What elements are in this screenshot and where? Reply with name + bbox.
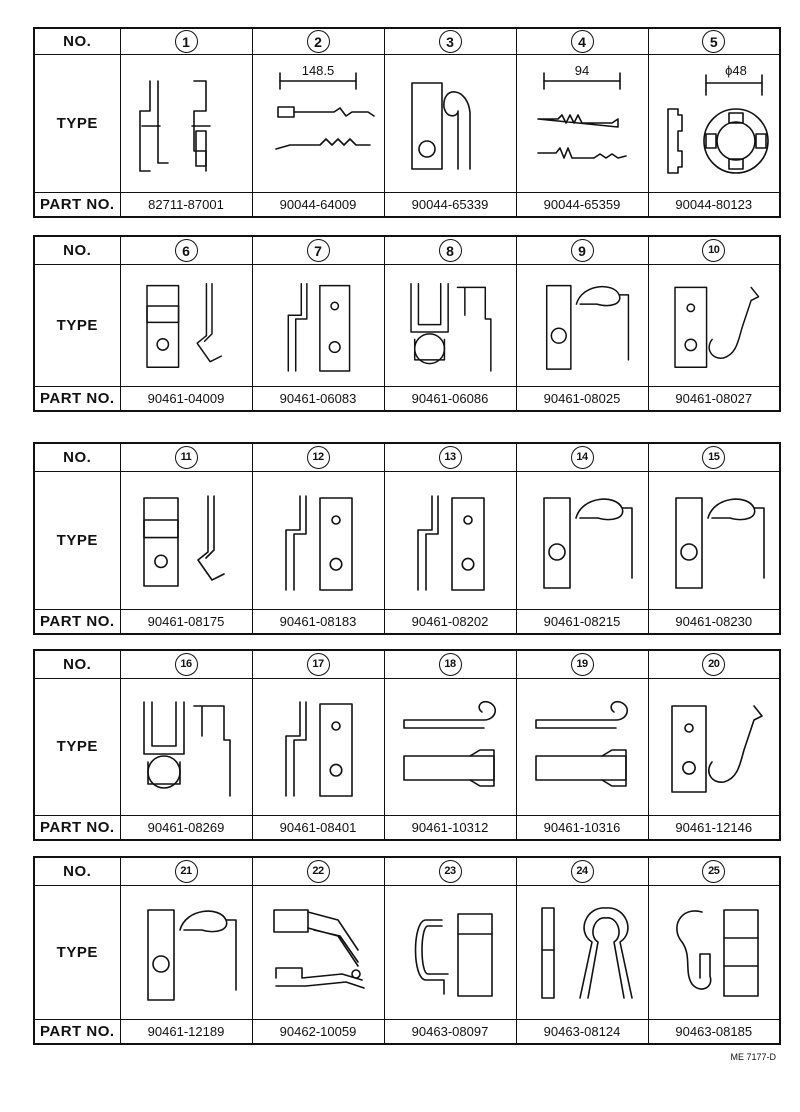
type-drawing-cell: [252, 265, 384, 387]
part-number: 90461-08230: [675, 613, 753, 629]
type-drawing-cell: [648, 265, 780, 387]
item-number-cell: [120, 857, 252, 886]
figure-reference: ME 7177-D: [730, 1052, 776, 1062]
item-number-cell: [252, 857, 384, 886]
item-number-badge: 6: [175, 239, 198, 262]
part-number-cell: [648, 193, 780, 218]
item-number-badge: 23: [439, 860, 462, 883]
part-number-cell: [120, 193, 252, 218]
type-label: TYPE: [56, 738, 98, 755]
item-number-badge: 18: [439, 653, 462, 676]
grommet-icon: [650, 61, 778, 187]
part-number: 90461-06086: [411, 390, 489, 406]
item-number-badge: 25: [702, 860, 725, 883]
item-number-badge: 11: [175, 446, 198, 469]
part-number-cell: [252, 387, 384, 412]
part-no-label: PART NO.: [39, 818, 115, 836]
long-clip-icon: [518, 684, 646, 810]
part-number: 90461-04009: [147, 390, 225, 406]
item-number-badge: 21: [175, 860, 198, 883]
item-number-badge: 13: [439, 446, 462, 469]
hook-clip-icon: [122, 890, 250, 1016]
type-drawing-cell: [384, 472, 516, 610]
item-number-cell: [252, 236, 384, 265]
item-number-cell: [120, 236, 252, 265]
no-label-cell: [34, 236, 120, 265]
part-number: 90461-10316: [543, 819, 621, 835]
double-hook-clip-icon: [122, 61, 250, 187]
no-label-cell: [34, 28, 120, 55]
part-number-cell: [252, 1020, 384, 1045]
item-number-cell: [648, 443, 780, 472]
no-label-cell: [34, 857, 120, 886]
part-number: 90044-64009: [279, 196, 357, 212]
item-number-cell: [252, 28, 384, 55]
item-number-badge: 2: [307, 30, 330, 53]
item-number-badge: 4: [571, 30, 594, 53]
item-number-cell: [384, 443, 516, 472]
no-label-cell: [34, 650, 120, 679]
part-no-label: PART NO.: [39, 195, 115, 213]
item-number-badge: 10: [702, 239, 725, 262]
part-number: 90461-08175: [147, 613, 225, 629]
type-drawing-cell: [516, 55, 648, 193]
type-drawing-cell: [384, 55, 516, 193]
item-number-badge: 17: [307, 653, 330, 676]
type-drawing-cell: [516, 679, 648, 816]
j-clip-icon: [650, 267, 778, 384]
bracket-clip-icon: [254, 267, 382, 384]
type-drawing-cell: [120, 55, 252, 193]
item-number-badge: 8: [439, 239, 462, 262]
item-number-badge: 24: [571, 860, 594, 883]
part-number-cell: [648, 610, 780, 635]
c-clip-icon: [386, 890, 514, 1016]
type-label-cell: [34, 679, 120, 816]
type-drawing-cell: [648, 679, 780, 816]
type-drawing-cell: [648, 55, 780, 193]
hook-clip-icon: [650, 478, 778, 604]
part-number-cell: [252, 816, 384, 841]
part-number: 90461-12146: [675, 819, 753, 835]
item-number-cell: [384, 650, 516, 679]
part-number-cell: [120, 1020, 252, 1045]
dimension-label: 94: [574, 62, 590, 78]
item-number-cell: [252, 650, 384, 679]
part-no-label-cell: [34, 1020, 120, 1045]
part-no-label-cell: [34, 816, 120, 841]
item-number-cell: [120, 650, 252, 679]
item-number-cell: [648, 28, 780, 55]
item-number-badge: 14: [571, 446, 594, 469]
type-drawing-cell: [384, 886, 516, 1020]
parts-table: [33, 442, 781, 635]
parts-table: [33, 27, 781, 218]
part-no-label-cell: [34, 193, 120, 218]
part-number: 90463-08185: [675, 1023, 753, 1039]
part-number-cell: [120, 816, 252, 841]
part-number: 90461-08269: [147, 819, 225, 835]
part-number: 90461-08202: [411, 613, 489, 629]
bracket-clip-icon: [386, 478, 514, 604]
item-number-cell: [120, 443, 252, 472]
item-number-badge: 16: [175, 653, 198, 676]
item-number-badge: 7: [307, 239, 330, 262]
part-number-cell: [384, 387, 516, 412]
part-number-cell: [516, 387, 648, 412]
bracket-clip-icon: [254, 478, 382, 604]
part-number: 90463-08097: [411, 1023, 489, 1039]
type-label-cell: [34, 886, 120, 1020]
part-no-label-cell: [34, 610, 120, 635]
part-number-cell: [648, 816, 780, 841]
j-clip-icon: [650, 684, 778, 810]
type-drawing-cell: [384, 265, 516, 387]
item-number-cell: [648, 857, 780, 886]
type-drawing-cell: [252, 472, 384, 610]
part-number: 90461-12189: [147, 1023, 225, 1039]
part-number: 90044-65339: [411, 196, 489, 212]
type-drawing-cell: [252, 679, 384, 816]
s-clip-icon: [650, 890, 778, 1016]
type-label: TYPE: [56, 943, 98, 961]
part-number-cell: [384, 816, 516, 841]
part-number: 82711-87001: [148, 196, 224, 212]
item-number-badge: 12: [307, 446, 330, 469]
type-drawing-cell: [648, 886, 780, 1020]
loop-clip-icon: [386, 61, 514, 187]
item-number-cell: [384, 236, 516, 265]
part-number-cell: [516, 193, 648, 218]
dimension-label: 148.5: [301, 62, 335, 78]
item-number-badge: 3: [439, 30, 462, 53]
type-label-cell: [34, 55, 120, 193]
hairpin-clip-icon: [518, 890, 646, 1016]
type-drawing-cell: [516, 886, 648, 1020]
no-label: NO.: [63, 862, 92, 880]
hook-clip-icon: [518, 478, 646, 604]
spring-clip-icon: [254, 890, 382, 1016]
part-number: 90461-08401: [279, 819, 357, 835]
bracket-clip-icon: [254, 684, 382, 810]
item-number-badge: 5: [702, 30, 725, 53]
part-number-cell: [384, 610, 516, 635]
no-label-cell: [34, 443, 120, 472]
part-number-cell: [384, 193, 516, 218]
hook-clip-icon: [518, 267, 646, 384]
type-label-cell: [34, 265, 120, 387]
part-number: 90461-08025: [543, 390, 621, 406]
type-drawing-cell: [252, 55, 384, 193]
part-number: 90463-08124: [543, 1023, 621, 1039]
part-no-label-cell: [34, 387, 120, 412]
item-number-badge: 9: [571, 239, 594, 262]
item-number-cell: [516, 236, 648, 265]
tab-clip-icon: [122, 267, 250, 384]
dimension-label: ϕ48: [724, 62, 747, 78]
item-number-badge: 15: [702, 446, 725, 469]
u-clip-icon: [122, 684, 250, 810]
part-number-cell: [120, 610, 252, 635]
part-number-cell: [516, 1020, 648, 1045]
type-drawing-cell: [120, 886, 252, 1020]
item-number-cell: [648, 236, 780, 265]
part-number: 90462-10059: [279, 1023, 357, 1039]
type-drawing-cell: [384, 679, 516, 816]
item-number-cell: [252, 443, 384, 472]
part-number-cell: [648, 1020, 780, 1045]
type-drawing-cell: [648, 472, 780, 610]
item-number-badge: 19: [571, 653, 594, 676]
parts-table: [33, 856, 781, 1045]
item-number-cell: [516, 443, 648, 472]
parts-table: [33, 235, 781, 412]
item-number-badge: 20: [702, 653, 725, 676]
type-drawing-cell: [120, 472, 252, 610]
cable-tie-icon: [254, 61, 382, 187]
part-no-label: PART NO.: [39, 389, 115, 407]
type-label: TYPE: [56, 114, 98, 132]
long-clip-icon: [386, 684, 514, 810]
part-number-cell: [252, 610, 384, 635]
item-number-cell: [516, 857, 648, 886]
part-number: 90461-10312: [411, 819, 489, 835]
item-number-cell: [516, 28, 648, 55]
part-number: 90044-80123: [675, 196, 753, 212]
part-number-cell: [384, 1020, 516, 1045]
part-number-cell: [120, 387, 252, 412]
no-label: NO.: [63, 655, 92, 673]
no-label: NO.: [63, 32, 92, 50]
part-no-label: PART NO.: [39, 612, 115, 630]
type-drawing-cell: [252, 886, 384, 1020]
barbed-tie-icon: [518, 61, 646, 187]
part-number: 90461-08027: [675, 390, 753, 406]
part-number-cell: [516, 816, 648, 841]
no-label: NO.: [63, 448, 92, 466]
type-label-cell: [34, 472, 120, 610]
type-drawing-cell: [516, 472, 648, 610]
type-drawing-cell: [120, 265, 252, 387]
item-number-cell: [648, 650, 780, 679]
tab-clip-icon: [122, 478, 250, 604]
type-label: TYPE: [56, 531, 98, 549]
type-label: TYPE: [56, 316, 98, 334]
part-number-cell: [648, 387, 780, 412]
part-no-label: PART NO.: [39, 1022, 115, 1040]
item-number-badge: 22: [307, 860, 330, 883]
part-number: 90044-65359: [543, 196, 621, 212]
part-number: 90461-06083: [279, 390, 357, 406]
part-number: 90461-08183: [279, 613, 357, 629]
no-label: NO.: [63, 241, 92, 259]
part-number: 90461-08215: [543, 613, 621, 629]
part-number-cell: [252, 193, 384, 218]
part-number-cell: [516, 610, 648, 635]
item-number-badge: 1: [175, 30, 198, 53]
item-number-cell: [516, 650, 648, 679]
parts-table: [33, 649, 781, 841]
item-number-cell: [120, 28, 252, 55]
type-drawing-cell: [516, 265, 648, 387]
item-number-cell: [384, 857, 516, 886]
u-clip-icon: [386, 267, 514, 384]
item-number-cell: [384, 28, 516, 55]
type-drawing-cell: [120, 679, 252, 816]
